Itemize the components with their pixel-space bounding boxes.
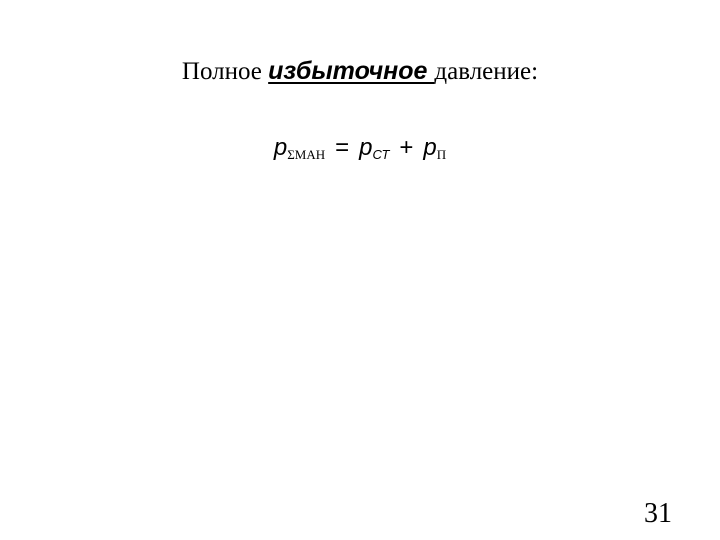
formula-plus: + — [399, 134, 414, 161]
formula-lhs-var: p — [273, 134, 288, 161]
formula-term1-sub: СТ — [372, 147, 390, 162]
slide-heading — [0, 54, 720, 89]
formula-lhs-sub: ΣМАН — [287, 147, 326, 162]
formula-term2-var: p — [423, 134, 437, 161]
heading-suffix: давление: — [434, 58, 539, 85]
pressure-formula — [0, 131, 720, 172]
formula-term1-var: p — [359, 134, 373, 161]
formula-equals: = — [335, 134, 350, 161]
heading-prefix: Полное — [181, 58, 269, 85]
heading-emphasis: избыточное — [268, 57, 435, 85]
page-number: 31 — [644, 498, 672, 529]
formula-term2-sub: П — [436, 147, 447, 162]
